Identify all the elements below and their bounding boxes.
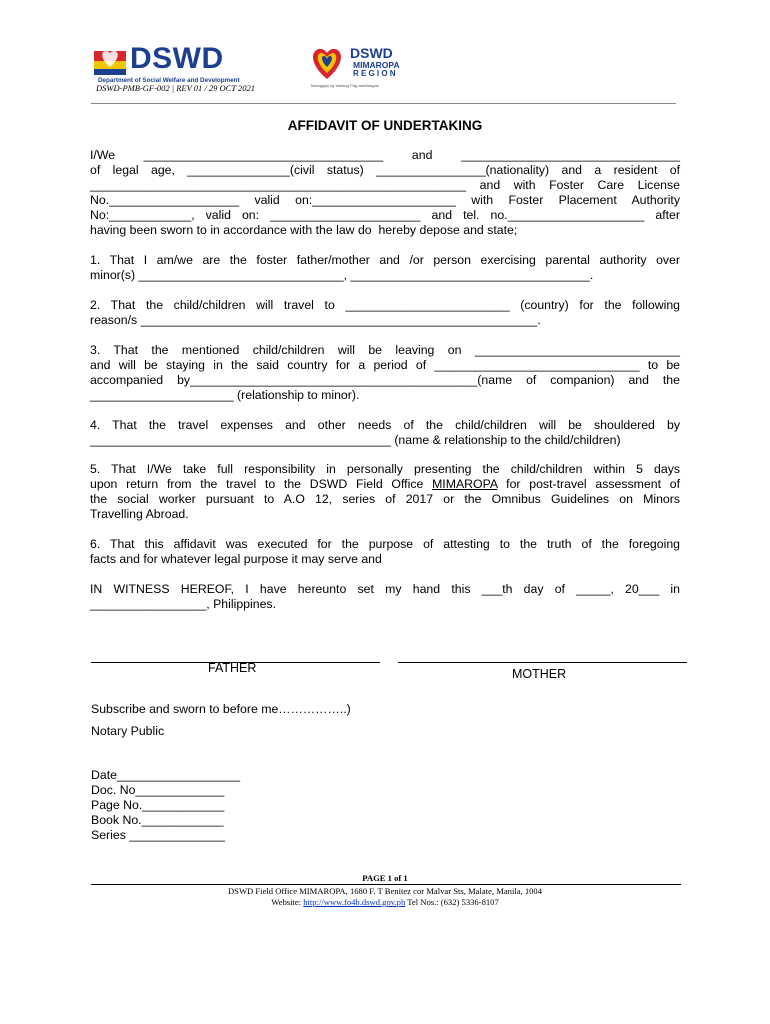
heart-emblem-icon [308,43,346,83]
item6-line-1: 6. That this affidavit was executed for the purpose of attesting to the truth of the foregoing [90,537,680,551]
witness-line-2: _________________, Philippines. [90,597,276,611]
notary-book-no: Book No.____________ [91,813,224,827]
father-label: FATHER [208,661,257,675]
item5-line-2a: upon return from the travel to the DSWD Field Office [90,477,433,491]
logo2-line1: DSWD [350,45,393,61]
website-label: Website: [271,897,304,907]
footer-contact [0,897,770,907]
notary-public: Notary Public [91,724,165,738]
item3-line-3: accompanied by__________________________________________(name of companion) and the [90,373,680,387]
logo-department: Department of Social Welfare and Development [98,77,240,84]
item3-line-2: and will be staying in the said country for a period of ______________________________ to be [90,358,680,372]
item2-line-1: 2. That the child/children will travel to ________________________ (country) for the following [90,298,680,312]
logo-wordmark: DSWD [130,42,224,75]
item1-line-1: 1. That I am/we are the foster father/mother and /or person exercising parental authority over [90,253,680,267]
page-number: PAGE 1 of 1 [362,873,408,883]
intro-line-4: No.___________________ valid on:_____________________ with Foster Placement Authority [90,193,680,207]
dswd-emblem-icon [92,47,128,77]
notary-page-no: Page No.____________ [91,798,225,812]
notary-date: Date__________________ [91,768,241,782]
item3-line-4: _____________________ (relationship to minor). [90,388,360,402]
intro-line-3: _______________________________________________________ and with Foster Care License [90,178,680,192]
witness-line-1: IN WITNESS HEREOF, I have hereunto set my hand this ___th day of _____, 20___ in [90,582,680,596]
item5-line-1: 5. That I/We take full responsibility in personally presenting the child/children within 5 days [90,462,680,476]
intro-line-6: having been sworn to in accordance with the law do hereby depose and state; [90,223,518,237]
mimaropa-logo [308,43,418,93]
footer-tel: Tel Nos.: (632) 5336-8107 [405,897,499,907]
item1-line-2: minor(s) ______________________________, ___________________________________. [90,268,594,282]
item4-line-2: ____________________________________________ (name & relationship to the child/children) [90,433,621,447]
mother-label: MOTHER [512,667,567,681]
logo2-line2: MIMAROPA [353,60,400,70]
notary-doc-no: Doc. No_____________ [91,783,225,797]
item5-line-4: Travelling Abroad. [90,507,189,521]
mimaropa-underlined: MIMAROPA [432,477,498,491]
footer-address: DSWD Field Office MIMAROPA, 1680 F. T Benitez cor Malvar Sts, Malate, Manila, 1004 [227,886,543,896]
item4-line-1: 4. That the travel expenses and other needs of the child/children will be shouldered by [90,418,680,432]
notary-series: Series ______________ [91,828,226,842]
document-reference: DSWD-PMB-GF-002 | REV 01 / 29 OCT 2021 [96,83,256,93]
intro-line-2: of legal age, _______________(civil status) ________________(nationality) and a resident of [90,163,680,177]
logo2-tagline: Tatanggap ng Walang Pag-aalinlangan [310,83,379,88]
document-title: AFFIDAVIT OF UNDERTAKING [287,118,483,133]
mother-signature-line [398,662,687,663]
logo2-line3: REGION [353,69,398,78]
item5-line-3: the social worker pursuant to A.O 12, series of 2017 or the Omnibus Guidelines on Minors [90,492,680,506]
item3-line-1: 3. That the mentioned child/children will be leaving on ______________________________ [90,343,680,357]
intro-line-1: I/We ___________________________________ and ________________________________ [90,148,680,162]
item5-line-2c: for post-travel assessment of [497,477,680,491]
item5-line-2 [90,477,680,492]
header-divider [91,103,676,104]
item6-line-2: facts and for whatever legal purpose it may serve and [90,552,382,566]
website-link[interactable]: http://www.fo4b.dswd.gov.ph [303,897,406,907]
subscribe-sworn: Subscribe and sworn to before me……………..) [91,702,351,716]
item2-line-2: reason/s __________________________________________________________. [90,313,541,327]
footer-divider [91,884,681,885]
intro-line-5: No:____________, valid on: ______________________ and tel. no.____________________ after [90,208,680,222]
